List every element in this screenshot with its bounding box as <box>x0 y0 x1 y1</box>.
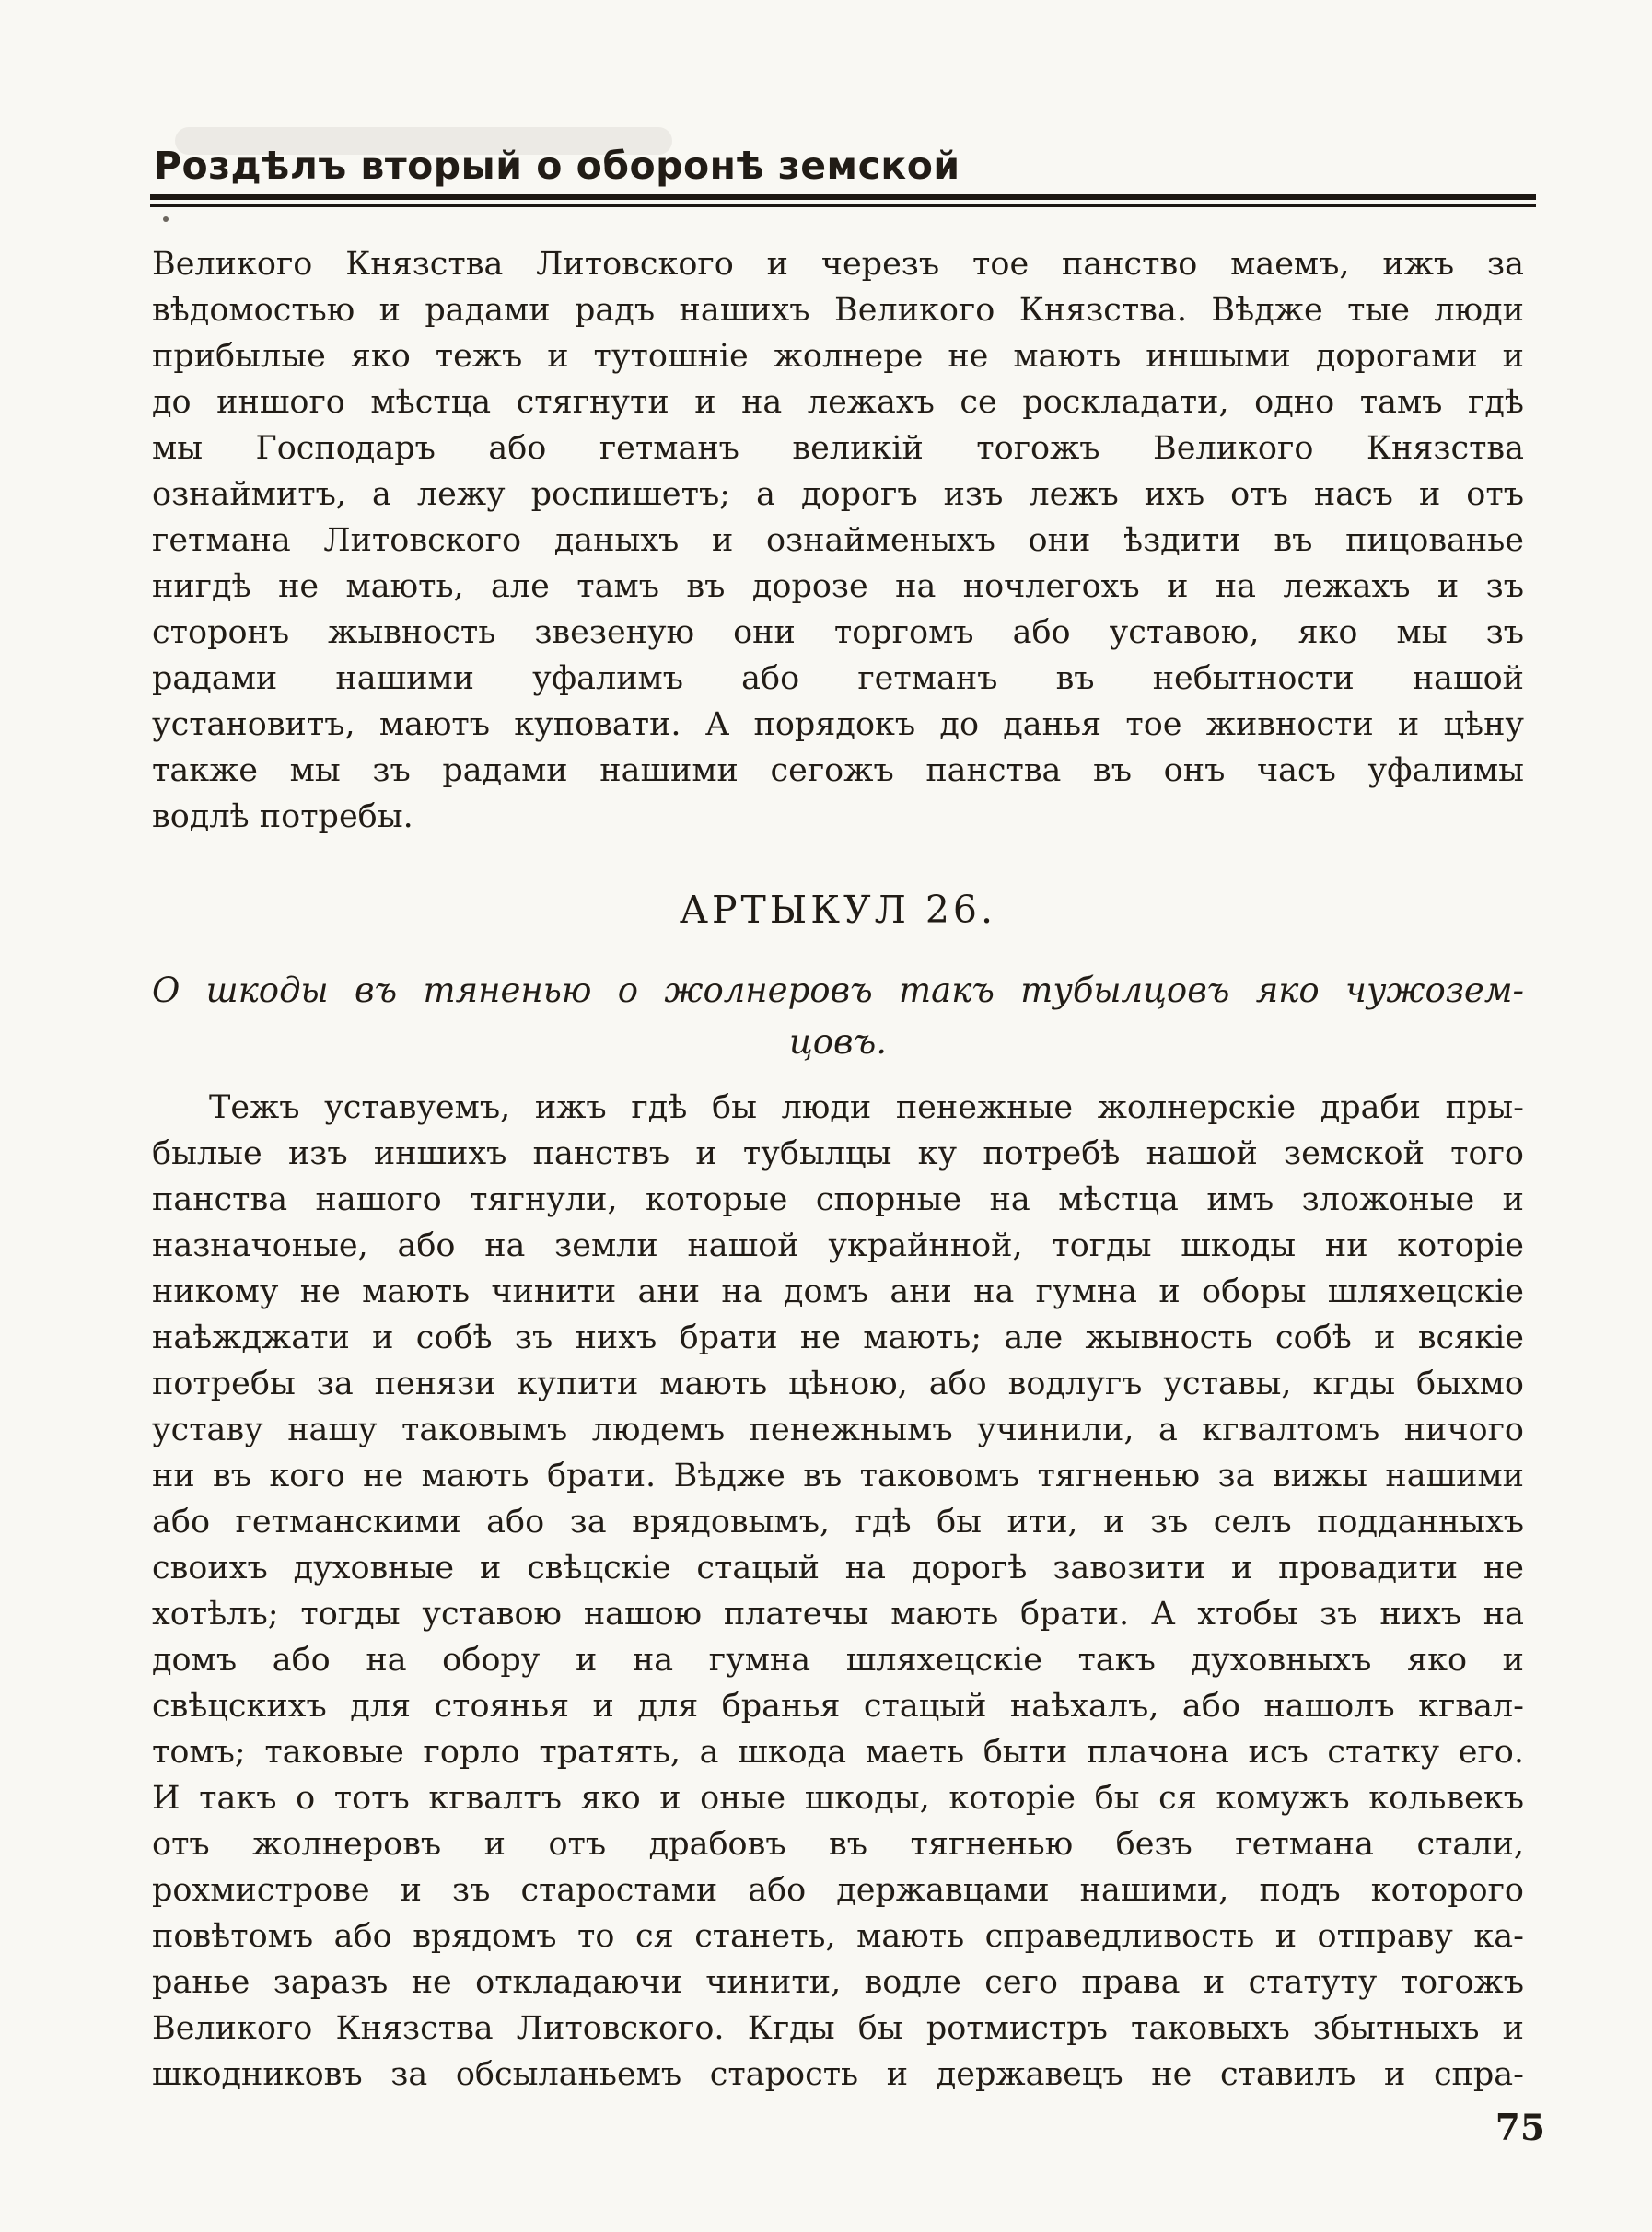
text-line: гетмана Литовского даныхъ и ознайменыхъ они ѣздити въ пицованье <box>152 522 1524 559</box>
text-line: рохмистрове и зъ старостами або державцами нашими, подъ которого <box>152 1872 1524 1909</box>
text-line: былые изъ иншихъ панствъ и тубылцы ку потребѣ нашой земской того <box>152 1135 1524 1172</box>
text-line: або гетманскими або за врядовымъ, гдѣ бы ити, и зъ селъ подданныхъ <box>152 1504 1524 1540</box>
text-line: вѣдомостью и радами радъ нашихъ Великого Князства. Вѣдже тые люди <box>152 292 1524 329</box>
text-line: томъ; таковые горло тратять, а шкода маеть быти плачона исъ статку его. <box>152 1734 1524 1771</box>
text-line: панства нашого тягнули, которые спорные на мѣстца имъ зложоные и <box>152 1181 1524 1218</box>
text-line: до иншого мѣстца стягнути и на лежахъ се роскладати, одно тамъ гдѣ <box>152 384 1524 421</box>
text-line: потребы за пенязи купити мають цѣною, або водлугъ уставы, кгды быхмо <box>152 1366 1524 1402</box>
text-line: шкодниковъ за обсыланьемъ старость и державецъ не ставилъ и спра- <box>152 2056 1524 2093</box>
text-line: сторонъ жывность звезеную они торгомъ або уставою, яко мы зъ <box>152 614 1524 651</box>
text-line: мы Господаръ або гетманъ великій тогожъ Великого Князства <box>152 430 1524 467</box>
text-line: установитъ, маютъ куповати. А порядокъ до данья тое живности и цѣну <box>152 706 1524 743</box>
page-number: 75 <box>1495 2107 1545 2149</box>
text-line: Великого Князства Литовского. Кгды бы ротмистръ таковыхъ збытныхъ и <box>152 2010 1524 2047</box>
text-line: И такъ о тотъ кгвалтъ яко и оные шкоды, которіе бы ся комужъ кольвекъ <box>152 1780 1524 1817</box>
text-line: нигдѣ не мають, але тамъ въ дорозе на ночлегохъ и на лежахъ и зъ <box>152 568 1524 605</box>
text-line: Тежъ уставуемъ, ижъ гдѣ бы люди пенежные жолнерскіе драби пры- <box>209 1089 1524 1126</box>
text-line: прибылые яко тежъ и тутошніе жолнере не мають иншыми дорогами и <box>152 338 1524 375</box>
text-line: домъ або на обору и на гумна шляхецскіе такъ духовныхъ яко и <box>152 1642 1524 1679</box>
article-heading: АРТЫКУЛ 26. <box>679 888 997 932</box>
text-line: отъ жолнеровъ и отъ драбовъ въ тягненью безъ гетмана стали, <box>152 1826 1524 1863</box>
text-line: повѣтомъ або врядомъ то ся станеть, мають справедливость и отправу ка- <box>152 1918 1524 1955</box>
text-line: ознаймитъ, а лежу роспишетъ; а дорогъ изъ лежъ ихъ отъ насъ и отъ <box>152 476 1524 513</box>
text-line: своихъ духовные и свѣцскіе стацый на дорогѣ завозити и провадити не <box>152 1550 1524 1587</box>
article-26-paragraph <box>152 1085 1524 2098</box>
text-line: наѣжджати и собѣ зъ нихъ брати не мають; але жывность собѣ и всякіе <box>152 1319 1524 1356</box>
article-subtitle-line: О шкоды въ тяненью о жолнеровъ такъ тубылцовъ яко чужозем- <box>152 971 1524 1010</box>
opening-paragraph <box>152 241 1524 840</box>
running-header-title: Роздѣлъ вторый о оборонѣ земской <box>154 144 960 188</box>
text-line: ни въ кого не мають брати. Вѣдже въ таковомъ тягненью за вижы нашими <box>152 1458 1524 1494</box>
header-rule-thin <box>150 204 1536 207</box>
text-line: также мы зъ радами нашими сегожъ панства въ онъ часъ уфалимы <box>152 752 1524 789</box>
article-subtitle <box>152 965 1524 1068</box>
header-rule-thick <box>150 194 1536 200</box>
text-line: хотѣлъ; тогды уставою нашою платечы мають брати. А хтобы зъ нихъ на <box>152 1596 1524 1633</box>
text-line: радами нашими уфалимъ або гетманъ въ небытности нашой <box>152 660 1524 697</box>
text-line: Великого Князства Литовского и черезъ тое панство маемъ, ижъ за <box>152 246 1524 283</box>
text-line: назначоные, або на земли нашой украйнной, тогды шкоды ни которіе <box>152 1227 1524 1264</box>
ink-dot-artifact <box>163 216 169 222</box>
text-line: ранье заразъ не откладаючи чинити, водле сего права и статуту тогожъ <box>152 1964 1524 2001</box>
text-line: свѣцскихъ для стоянья и для бранья стацый наѣхалъ, або нашолъ кгвал- <box>152 1688 1524 1725</box>
text-line: водлѣ потребы. <box>152 798 413 835</box>
text-line: уставу нашу таковымъ людемъ пенежнымъ учинили, а кгвалтомъ ничого <box>152 1412 1524 1448</box>
article-subtitle-line: цовъ. <box>788 1022 888 1062</box>
text-line: никому не мають чинити ани на домъ ани на гумна и оборы шляхецскіе <box>152 1273 1524 1310</box>
